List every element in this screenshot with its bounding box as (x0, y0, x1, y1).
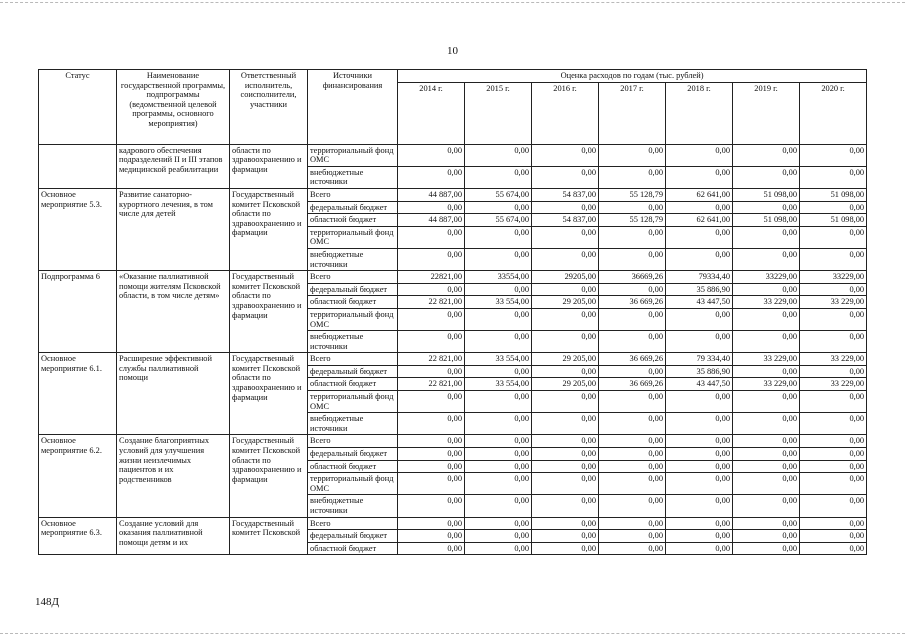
amount-cell: 0,00 (398, 331, 465, 353)
amount-cell: 0,00 (800, 517, 867, 530)
amount-cell: 33 229,00 (733, 296, 800, 309)
program-name-cell: Создание благоприятных условий для улучшения жизни неизлечимых пациентов и их родственников (117, 435, 230, 517)
amount-cell: 0,00 (465, 413, 532, 435)
status-cell: Основное мероприятие 6.1. (39, 353, 117, 435)
amount-cell: 0,00 (666, 201, 733, 214)
program-name-cell: кадрового обеспечения подразделений II и III этапов медицинской реабилитации (117, 144, 230, 188)
header-funding-source: Источники финансирования (308, 70, 398, 145)
amount-cell: 0,00 (800, 331, 867, 353)
footer-stamp: 148Д (35, 596, 60, 608)
amount-cell: 0,00 (532, 308, 599, 330)
amount-cell: 0,00 (800, 448, 867, 461)
amount-cell: 0,00 (599, 460, 666, 473)
header-year: 2020 г. (800, 82, 867, 144)
funding-source-cell: внебюджетные источники (308, 495, 398, 517)
budget-table (38, 69, 867, 555)
table-row (39, 271, 867, 284)
executor-cell: Государственный комитет Псковской области по здравоохранению и фармации (230, 271, 308, 353)
amount-cell: 0,00 (398, 517, 465, 530)
amount-cell: 0,00 (599, 530, 666, 543)
amount-cell: 0,00 (733, 248, 800, 270)
amount-cell: 35 886,90 (666, 365, 733, 378)
amount-cell: 0,00 (398, 308, 465, 330)
status-cell: Основное мероприятие 5.3. (39, 188, 117, 270)
table-row (39, 144, 867, 166)
amount-cell: 0,00 (599, 201, 666, 214)
amount-cell: 0,00 (532, 530, 599, 543)
amount-cell: 33 229,00 (800, 296, 867, 309)
amount-cell: 0,00 (532, 166, 599, 188)
header-year: 2017 г. (599, 82, 666, 144)
amount-cell: 0,00 (733, 495, 800, 517)
amount-cell: 0,00 (666, 166, 733, 188)
funding-source-cell: федеральный бюджет (308, 448, 398, 461)
amount-cell: 0,00 (733, 283, 800, 296)
amount-cell: 0,00 (398, 413, 465, 435)
amount-cell: 0,00 (465, 201, 532, 214)
amount-cell: 0,00 (666, 473, 733, 495)
amount-cell: 0,00 (800, 435, 867, 448)
amount-cell: 36669,26 (599, 271, 666, 284)
status-cell: Основное мероприятие 6.3. (39, 517, 117, 555)
amount-cell: 0,00 (465, 473, 532, 495)
funding-source-cell: внебюджетные источники (308, 166, 398, 188)
amount-cell: 0,00 (599, 495, 666, 517)
header-year: 2019 г. (733, 82, 800, 144)
amount-cell: 51 098,00 (733, 188, 800, 201)
amount-cell: 0,00 (532, 226, 599, 248)
amount-cell: 0,00 (666, 448, 733, 461)
amount-cell: 0,00 (465, 166, 532, 188)
amount-cell: 0,00 (800, 144, 867, 166)
amount-cell: 29205,00 (532, 271, 599, 284)
amount-cell: 0,00 (465, 391, 532, 413)
funding-source-cell: Всего (308, 435, 398, 448)
amount-cell: 22 821,00 (398, 296, 465, 309)
status-cell: Подпрограмма 6 (39, 271, 117, 353)
amount-cell: 44 887,00 (398, 188, 465, 201)
amount-cell: 0,00 (800, 530, 867, 543)
amount-cell: 55 674,00 (465, 214, 532, 227)
header-executor: Ответственный исполнитель, соисполнители, участники (230, 70, 308, 145)
amount-cell: 36 669,26 (599, 378, 666, 391)
amount-cell: 36 669,26 (599, 296, 666, 309)
amount-cell: 0,00 (532, 473, 599, 495)
header-status: Статус (39, 70, 117, 145)
page-number: 10 (447, 45, 458, 57)
amount-cell: 0,00 (599, 144, 666, 166)
amount-cell: 0,00 (532, 460, 599, 473)
program-name-cell: Создание условий для оказания паллиативной помощи детям и их (117, 517, 230, 555)
funding-source-cell: областной бюджет (308, 460, 398, 473)
amount-cell: 0,00 (532, 542, 599, 555)
funding-source-cell: Всего (308, 188, 398, 201)
amount-cell: 0,00 (666, 530, 733, 543)
amount-cell: 0,00 (599, 542, 666, 555)
funding-source-cell: федеральный бюджет (308, 283, 398, 296)
amount-cell: 0,00 (599, 391, 666, 413)
amount-cell: 33 229,00 (800, 378, 867, 391)
amount-cell: 0,00 (800, 283, 867, 296)
program-name-cell: Развитие санаторно-курортного лечения, в том числе для детей (117, 188, 230, 270)
amount-cell: 0,00 (666, 435, 733, 448)
table-row (39, 188, 867, 201)
funding-source-cell: федеральный бюджет (308, 365, 398, 378)
amount-cell: 0,00 (398, 144, 465, 166)
amount-cell: 0,00 (398, 448, 465, 461)
funding-source-cell: внебюджетные источники (308, 331, 398, 353)
amount-cell: 0,00 (532, 201, 599, 214)
amount-cell: 0,00 (465, 365, 532, 378)
funding-source-cell: территориальный фонд ОМС (308, 473, 398, 495)
amount-cell: 0,00 (800, 413, 867, 435)
header-year: 2016 г. (532, 82, 599, 144)
amount-cell: 0,00 (733, 226, 800, 248)
amount-cell: 33 229,00 (733, 353, 800, 366)
amount-cell: 0,00 (532, 435, 599, 448)
amount-cell: 0,00 (733, 391, 800, 413)
amount-cell: 0,00 (733, 166, 800, 188)
amount-cell: 0,00 (666, 542, 733, 555)
amount-cell: 0,00 (733, 308, 800, 330)
amount-cell: 33 229,00 (800, 353, 867, 366)
amount-cell: 0,00 (800, 308, 867, 330)
program-name-cell: Расширение эффективной службы паллиативной помощи (117, 353, 230, 435)
amount-cell: 0,00 (532, 144, 599, 166)
funding-source-cell: территориальный фонд ОМС (308, 391, 398, 413)
amount-cell: 0,00 (398, 365, 465, 378)
amount-cell: 0,00 (599, 283, 666, 296)
amount-cell: 0,00 (666, 144, 733, 166)
amount-cell: 0,00 (599, 166, 666, 188)
amount-cell: 0,00 (465, 448, 532, 461)
amount-cell: 0,00 (800, 201, 867, 214)
amount-cell: 0,00 (465, 248, 532, 270)
amount-cell: 0,00 (465, 517, 532, 530)
amount-cell: 0,00 (733, 365, 800, 378)
amount-cell: 0,00 (800, 248, 867, 270)
amount-cell: 0,00 (398, 283, 465, 296)
amount-cell: 0,00 (398, 530, 465, 543)
amount-cell: 0,00 (398, 495, 465, 517)
funding-source-cell: областной бюджет (308, 214, 398, 227)
amount-cell: 0,00 (532, 248, 599, 270)
amount-cell: 0,00 (599, 448, 666, 461)
amount-cell: 0,00 (733, 201, 800, 214)
amount-cell: 55 128,79 (599, 188, 666, 201)
amount-cell: 51 098,00 (800, 188, 867, 201)
funding-source-cell: Всего (308, 517, 398, 530)
amount-cell: 0,00 (532, 448, 599, 461)
amount-cell: 0,00 (800, 495, 867, 517)
amount-cell: 0,00 (733, 413, 800, 435)
header-program-name: Наименование государственной программы, подпрограммы (ведомственной целевой программы, основного мероприятия) (117, 70, 230, 145)
amount-cell: 29 205,00 (532, 378, 599, 391)
header-year: 2014 г. (398, 82, 465, 144)
funding-source-cell: областной бюджет (308, 378, 398, 391)
funding-source-cell: территориальный фонд ОМС (308, 144, 398, 166)
amount-cell: 0,00 (666, 226, 733, 248)
amount-cell: 0,00 (398, 460, 465, 473)
amount-cell: 0,00 (800, 473, 867, 495)
amount-cell: 62 641,00 (666, 214, 733, 227)
amount-cell: 0,00 (532, 517, 599, 530)
amount-cell: 0,00 (465, 331, 532, 353)
funding-source-cell: областной бюджет (308, 296, 398, 309)
amount-cell: 0,00 (532, 495, 599, 517)
amount-cell: 0,00 (465, 495, 532, 517)
amount-cell: 22 821,00 (398, 378, 465, 391)
amount-cell: 55 128,79 (599, 214, 666, 227)
amount-cell: 0,00 (800, 226, 867, 248)
amount-cell: 0,00 (398, 201, 465, 214)
amount-cell: 0,00 (465, 542, 532, 555)
amount-cell: 0,00 (532, 283, 599, 296)
table-row (39, 435, 867, 448)
amount-cell: 0,00 (599, 248, 666, 270)
amount-cell: 0,00 (666, 331, 733, 353)
amount-cell: 0,00 (398, 166, 465, 188)
amount-cell: 0,00 (599, 308, 666, 330)
amount-cell: 0,00 (398, 248, 465, 270)
amount-cell: 0,00 (666, 248, 733, 270)
table-body (39, 144, 867, 555)
amount-cell: 36 669,26 (599, 353, 666, 366)
amount-cell: 0,00 (666, 517, 733, 530)
status-cell: Основное мероприятие 6.2. (39, 435, 117, 517)
amount-cell: 51 098,00 (733, 214, 800, 227)
amount-cell: 0,00 (465, 308, 532, 330)
amount-cell: 33 229,00 (733, 378, 800, 391)
table-row (39, 353, 867, 366)
amount-cell: 0,00 (599, 435, 666, 448)
table-row (39, 517, 867, 530)
amount-cell: 0,00 (733, 517, 800, 530)
amount-cell: 0,00 (465, 144, 532, 166)
amount-cell: 0,00 (599, 331, 666, 353)
amount-cell: 0,00 (532, 391, 599, 413)
amount-cell: 0,00 (398, 391, 465, 413)
amount-cell: 0,00 (666, 391, 733, 413)
amount-cell: 44 887,00 (398, 214, 465, 227)
amount-cell: 0,00 (733, 460, 800, 473)
amount-cell: 0,00 (465, 530, 532, 543)
amount-cell: 0,00 (733, 530, 800, 543)
amount-cell: 0,00 (465, 226, 532, 248)
amount-cell: 0,00 (666, 460, 733, 473)
amount-cell: 0,00 (398, 226, 465, 248)
funding-source-cell: территориальный фонд ОМС (308, 308, 398, 330)
amount-cell: 0,00 (465, 283, 532, 296)
amount-cell: 0,00 (599, 365, 666, 378)
amount-cell: 0,00 (398, 473, 465, 495)
amount-cell: 0,00 (733, 331, 800, 353)
executor-cell: Государственный комитет Псковской области по здравоохранению и фармации (230, 353, 308, 435)
amount-cell: 33229,00 (800, 271, 867, 284)
header-estimate: Оценка расходов по годам (тыс. рублей) (398, 70, 867, 83)
amount-cell: 33 554,00 (465, 296, 532, 309)
funding-source-cell: территориальный фонд ОМС (308, 226, 398, 248)
amount-cell: 0,00 (800, 460, 867, 473)
amount-cell: 0,00 (465, 435, 532, 448)
amount-cell: 22821,00 (398, 271, 465, 284)
amount-cell: 33554,00 (465, 271, 532, 284)
amount-cell: 0,00 (532, 331, 599, 353)
scan-edge-top (0, 2, 905, 3)
amount-cell: 0,00 (532, 413, 599, 435)
funding-source-cell: областной бюджет (308, 542, 398, 555)
amount-cell: 0,00 (666, 413, 733, 435)
amount-cell: 0,00 (398, 542, 465, 555)
funding-source-cell: внебюджетные источники (308, 248, 398, 270)
amount-cell: 0,00 (599, 226, 666, 248)
amount-cell: 0,00 (532, 365, 599, 378)
amount-cell: 22 821,00 (398, 353, 465, 366)
amount-cell: 33 554,00 (465, 378, 532, 391)
amount-cell: 43 447,50 (666, 296, 733, 309)
amount-cell: 54 837,00 (532, 188, 599, 201)
amount-cell: 54 837,00 (532, 214, 599, 227)
amount-cell: 33 554,00 (465, 353, 532, 366)
funding-source-cell: Всего (308, 353, 398, 366)
amount-cell: 0,00 (465, 460, 532, 473)
executor-cell: области по здравоохранению и фармации (230, 144, 308, 188)
amount-cell: 43 447,50 (666, 378, 733, 391)
funding-source-cell: внебюджетные источники (308, 413, 398, 435)
amount-cell: 55 674,00 (465, 188, 532, 201)
scan-edge-bottom (0, 633, 905, 634)
amount-cell: 0,00 (599, 517, 666, 530)
amount-cell: 0,00 (800, 166, 867, 188)
amount-cell: 79334,40 (666, 271, 733, 284)
status-cell (39, 144, 117, 188)
amount-cell: 0,00 (800, 542, 867, 555)
amount-cell: 35 886,90 (666, 283, 733, 296)
amount-cell: 0,00 (733, 144, 800, 166)
amount-cell: 51 098,00 (800, 214, 867, 227)
funding-source-cell: Всего (308, 271, 398, 284)
amount-cell: 29 205,00 (532, 353, 599, 366)
amount-cell: 0,00 (733, 435, 800, 448)
program-name-cell: «Оказание паллиативной помощи жителям Псковской области, в том числе детям» (117, 271, 230, 353)
amount-cell: 0,00 (800, 365, 867, 378)
header-year: 2015 г. (465, 82, 532, 144)
amount-cell: 0,00 (666, 495, 733, 517)
funding-source-cell: федеральный бюджет (308, 201, 398, 214)
executor-cell: Государственный комитет Псковской области по здравоохранению и фармации (230, 435, 308, 517)
amount-cell: 0,00 (733, 473, 800, 495)
amount-cell: 0,00 (599, 413, 666, 435)
amount-cell: 79 334,40 (666, 353, 733, 366)
amount-cell: 0,00 (599, 473, 666, 495)
amount-cell: 0,00 (733, 542, 800, 555)
amount-cell: 0,00 (398, 435, 465, 448)
amount-cell: 0,00 (733, 448, 800, 461)
amount-cell: 33229,00 (733, 271, 800, 284)
executor-cell: Государственный комитет Псковской (230, 517, 308, 555)
funding-source-cell: федеральный бюджет (308, 530, 398, 543)
header-year: 2018 г. (666, 82, 733, 144)
amount-cell: 29 205,00 (532, 296, 599, 309)
amount-cell: 0,00 (800, 391, 867, 413)
amount-cell: 0,00 (666, 308, 733, 330)
amount-cell: 62 641,00 (666, 188, 733, 201)
executor-cell: Государственный комитет Псковской области по здравоохранению и фармации (230, 188, 308, 270)
